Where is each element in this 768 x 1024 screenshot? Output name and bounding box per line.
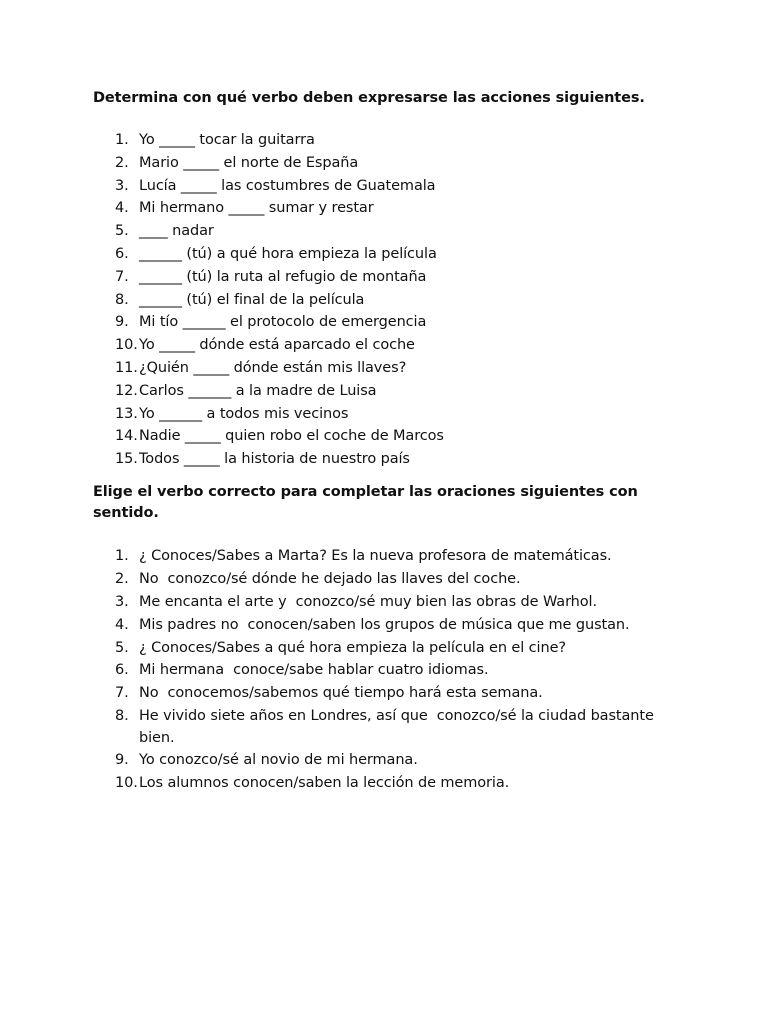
list-item	[93, 659, 659, 682]
item-number: 7.	[115, 268, 129, 285]
section-2-exercise-list	[93, 545, 659, 795]
item-text: ______ (tú) la ruta al refugio de montaña	[139, 268, 427, 285]
item-number: 4.	[115, 200, 129, 217]
item-number: 6.	[115, 662, 129, 679]
item-text: ¿ Conoces/Sabes a Marta? Es la nueva profesora de matemáticas.	[139, 548, 612, 564]
item-text: ¿Quién _____ dónde están mis llaves?	[139, 359, 407, 376]
item-number: 2.	[115, 570, 129, 587]
item-number: 13.	[115, 405, 138, 422]
item-number: 9.	[115, 314, 129, 331]
item-text: Mi tío ______ el protocolo de emergencia	[139, 314, 427, 331]
list-item	[93, 129, 659, 152]
item-number: 14.	[115, 428, 138, 445]
item-text: Yo _____ tocar la guitarra	[139, 132, 315, 148]
item-number: 7.	[115, 685, 129, 702]
item-text: ______ (tú) el final de la película	[139, 291, 365, 308]
list-item	[93, 591, 659, 614]
item-number: 1.	[115, 548, 129, 564]
item-number: 1.	[115, 132, 129, 148]
list-item	[93, 637, 659, 660]
section-2-heading: Elige el verbo correcto para completar las oraciones siguientes con sentido.	[93, 484, 638, 521]
item-number: 5.	[115, 223, 129, 240]
item-text: Mis padres no conocen/saben los grupos de música que me gustan.	[139, 616, 630, 633]
item-text: ¿ Conoces/Sabes a qué hora empieza la película en el cine?	[139, 639, 566, 656]
list-item	[93, 403, 659, 426]
list-item	[93, 220, 659, 243]
list-item	[93, 266, 659, 289]
item-text: Lucía _____ las costumbres de Guatemala	[139, 177, 436, 194]
section-1-heading: Determina con qué verbo deben expresarse las acciones siguientes.	[93, 90, 645, 106]
item-number: 3.	[115, 177, 129, 194]
item-text: ____ nadar	[139, 223, 214, 240]
item-number: 8.	[115, 291, 129, 308]
item-number: 12.	[115, 382, 138, 399]
list-item	[93, 614, 659, 637]
item-number: 2.	[115, 154, 129, 171]
item-number: 10.	[115, 337, 138, 354]
list-item	[93, 197, 659, 220]
item-number: 5.	[115, 639, 129, 656]
item-text: Yo ______ a todos mis vecinos	[139, 405, 349, 422]
item-text: Carlos ______ a la madre de Luisa	[139, 382, 377, 399]
item-number: 9.	[115, 752, 129, 769]
item-text: ______ (tú) a qué hora empieza la película	[139, 245, 437, 262]
list-item	[93, 682, 659, 705]
item-text: Nadie _____ quien robo el coche de Marcos	[139, 428, 444, 445]
list-item	[93, 705, 659, 749]
list-item	[93, 425, 659, 448]
item-number: 10.	[115, 775, 138, 792]
list-item	[93, 380, 659, 403]
list-item	[93, 243, 659, 266]
item-text: Yo conozco/sé al novio de mi hermana.	[139, 752, 418, 769]
item-number: 8.	[115, 708, 129, 725]
item-text: Mario _____ el norte de España	[139, 154, 359, 171]
item-text: No conocemos/sabemos qué tiempo hará esta semana.	[139, 685, 543, 702]
item-text: Me encanta el arte y conozco/sé muy bien las obras de Warhol.	[139, 593, 597, 610]
item-text: Todos _____ la historia de nuestro país	[139, 451, 410, 468]
item-text: Mi hermano _____ sumar y restar	[139, 200, 374, 217]
list-item	[93, 175, 659, 198]
list-item	[93, 152, 659, 175]
item-text: Los alumnos conocen/saben la lección de memoria.	[139, 775, 510, 792]
list-item	[93, 289, 659, 312]
list-item	[93, 545, 659, 568]
item-number: 11.	[115, 359, 138, 376]
section-1-exercise-list	[93, 129, 659, 471]
list-item	[93, 749, 659, 772]
list-item	[93, 334, 659, 357]
item-number: 6.	[115, 245, 129, 262]
list-item	[93, 311, 659, 334]
item-number: 3.	[115, 593, 129, 610]
item-number: 15.	[115, 451, 138, 468]
list-item	[93, 448, 659, 471]
item-text: He vivido siete años en Londres, así que conozco/sé la ciudad bastante bien.	[139, 708, 659, 747]
item-text: Yo _____ dónde está aparcado el coche	[139, 337, 415, 354]
item-number: 4.	[115, 616, 129, 633]
item-text: Mi hermana conoce/sabe hablar cuatro idiomas.	[139, 662, 489, 679]
list-item	[93, 772, 659, 795]
list-item	[93, 568, 659, 591]
list-item	[93, 357, 659, 380]
item-text: No conozco/sé dónde he dejado las llaves del coche.	[139, 570, 521, 587]
